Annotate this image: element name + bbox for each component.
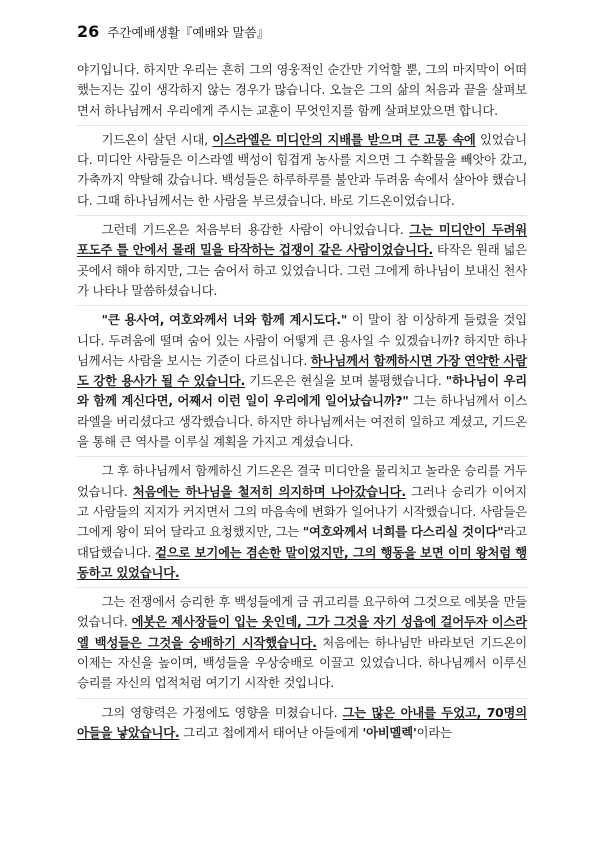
text: 이라는 [416, 725, 452, 740]
text: 기드온이 살던 시대, [101, 132, 213, 147]
paragraph-divider [77, 215, 527, 216]
text: 그러나 승리가 이어지고 사람들의 지지가 커지면서 그의 마음속에 변화가 일어나기 시작했습니다. 사람들은 그에게 왕이 되어 달라고 요청했지만, 그는 [77, 484, 527, 540]
text: 그는 전쟁에서 승리한 후 백성들에게 금 귀고리를 요구하여 그것으로 에봇을 만들었습니다. [77, 595, 527, 630]
highlight: 처음에는 하나님을 철저히 의지하며 나아갔습니다. [132, 484, 406, 499]
text: 기드온은 현실을 보며 불평했습니다. [245, 374, 446, 389]
text: 있었습니다. 미디안 사람들은 이스라엘 백성이 힘겹게 농사를 지으면 그 수확물을 빼앗아 갔고, 가축까지 약탈해 갔습니다. 백성들은 하루하루를 불안과 두려움 속에서 살아야 했습니다. 그때 하나님께서는 한 사람을 부르셨습니다. 바로 기드온이었습니다. [77, 132, 527, 208]
paragraph-divider [77, 125, 527, 126]
page-number: 26 [77, 22, 100, 41]
text: 그런데 기드온은 처음부터 용감한 사람이 아니었습니다. [101, 223, 410, 238]
text: 라고 대답했습니다. [77, 525, 528, 560]
paragraph-victory [77, 461, 527, 583]
quote: "하나님이 우리와 함께 계신다면, 어째서 이런 일이 우리에게 일어났습니까?" [77, 374, 527, 409]
text: 타작은 원래 넓은 곳에서 해야 하지만, 그는 숨어서 하고 있었습니다. 그런 그에게 하나님이 보내신 천사가 나타나 말씀하셨습니다. [77, 243, 527, 298]
page-header [77, 22, 269, 41]
highlight: 그는 많은 아내를 두었고, 70명의 아들을 낳았습니다. [77, 705, 527, 740]
text: 이 말이 참 이상하게 들렸을 것입니다. 두려움에 떨며 숨어 있는 사람이 어떻게 큰 용사일 수 있겠습니까? 하지만 하나님께서는 사람을 보시는 기준이 다르십니다. [77, 313, 527, 368]
highlight: 에봇은 제사장들이 입는 옷인데, 그가 그것을 자기 성읍에 걸어두자 이스라엘 백성들은 그것을 숭배하기 시작했습니다. [77, 615, 527, 650]
paragraph-ephod [77, 592, 527, 693]
paragraph-gideon-coward [77, 220, 527, 301]
paragraph-divider [77, 698, 527, 699]
highlight: 겉으로 보기에는 겸손한 말이었지만, 그의 행동을 보면 이미 왕처럼 행동하고 있었습니다. [77, 545, 528, 580]
paragraph-divider [77, 456, 527, 457]
paragraph-intro-continued [77, 60, 527, 121]
quote: '아비멜렉' [362, 725, 417, 740]
text: 처음에는 하나님만 바라보던 기드온이 이제는 자신을 높이며, 백성들을 우상숭배로 이끌고 있었습니다. 하나님께서 이루신 승리를 자신의 업적처럼 여기기 시작한 것입니다. [77, 635, 527, 691]
quote: "큰 용사여, 여호와께서 너와 함께 계시도다." [101, 313, 348, 328]
paragraph-gideon-era [77, 130, 527, 211]
highlight: 하나님께서 함께하시면 가장 연약한 사람도 강한 용사가 될 수 있습니다. [77, 353, 528, 389]
highlight: 이스라엘은 미디안의 지배를 받으며 큰 고통 속에 [212, 132, 476, 147]
publication-title: 주간예배생활『예배와 말씀』 [107, 25, 270, 40]
text: 야기입니다. 하지만 우리는 흔히 그의 영웅적인 순간만 기억할 뿐, 그의 마지막이 어떠했는지는 깊이 생각하지 않는 경우가 많습니다. 오늘은 그의 삶의 처음과 끝을 살펴보면서 하나님께서 우리에게 주시는 교훈이 무엇인지를 함께 살펴보았으면 합니다. [77, 63, 527, 118]
body-text [77, 60, 527, 743]
paragraph-family [77, 703, 527, 744]
text: 그 후 하나님께서 함께하신 기드온은 결국 미디안을 물리치고 놀라운 승리를 거두었습니다. [77, 464, 527, 499]
text: 그의 영향력은 가정에도 영향을 미쳤습니다. [101, 705, 343, 720]
paragraph-mighty-warrior [77, 310, 527, 452]
quote: "여호와께서 너희를 다스리실 것이다" [302, 525, 504, 540]
paragraph-divider [77, 587, 527, 588]
text: 그리고 첩에게서 태어난 아들에게 [179, 725, 363, 740]
highlight: 그는 미디안이 두려워 포도주 틀 안에서 몰래 밀을 타작하는 겁쟁이 같은 사람이었습니다. [77, 223, 527, 258]
text: 그는 하나님께서 이스라엘을 버리셨다고 생각했습니다. 하지만 하나님께서는 여전히 일하고 계셨고, 기드온을 통해 큰 역사를 이루실 계획을 가지고 계셨습니다. [77, 394, 528, 450]
paragraph-divider [77, 305, 527, 306]
